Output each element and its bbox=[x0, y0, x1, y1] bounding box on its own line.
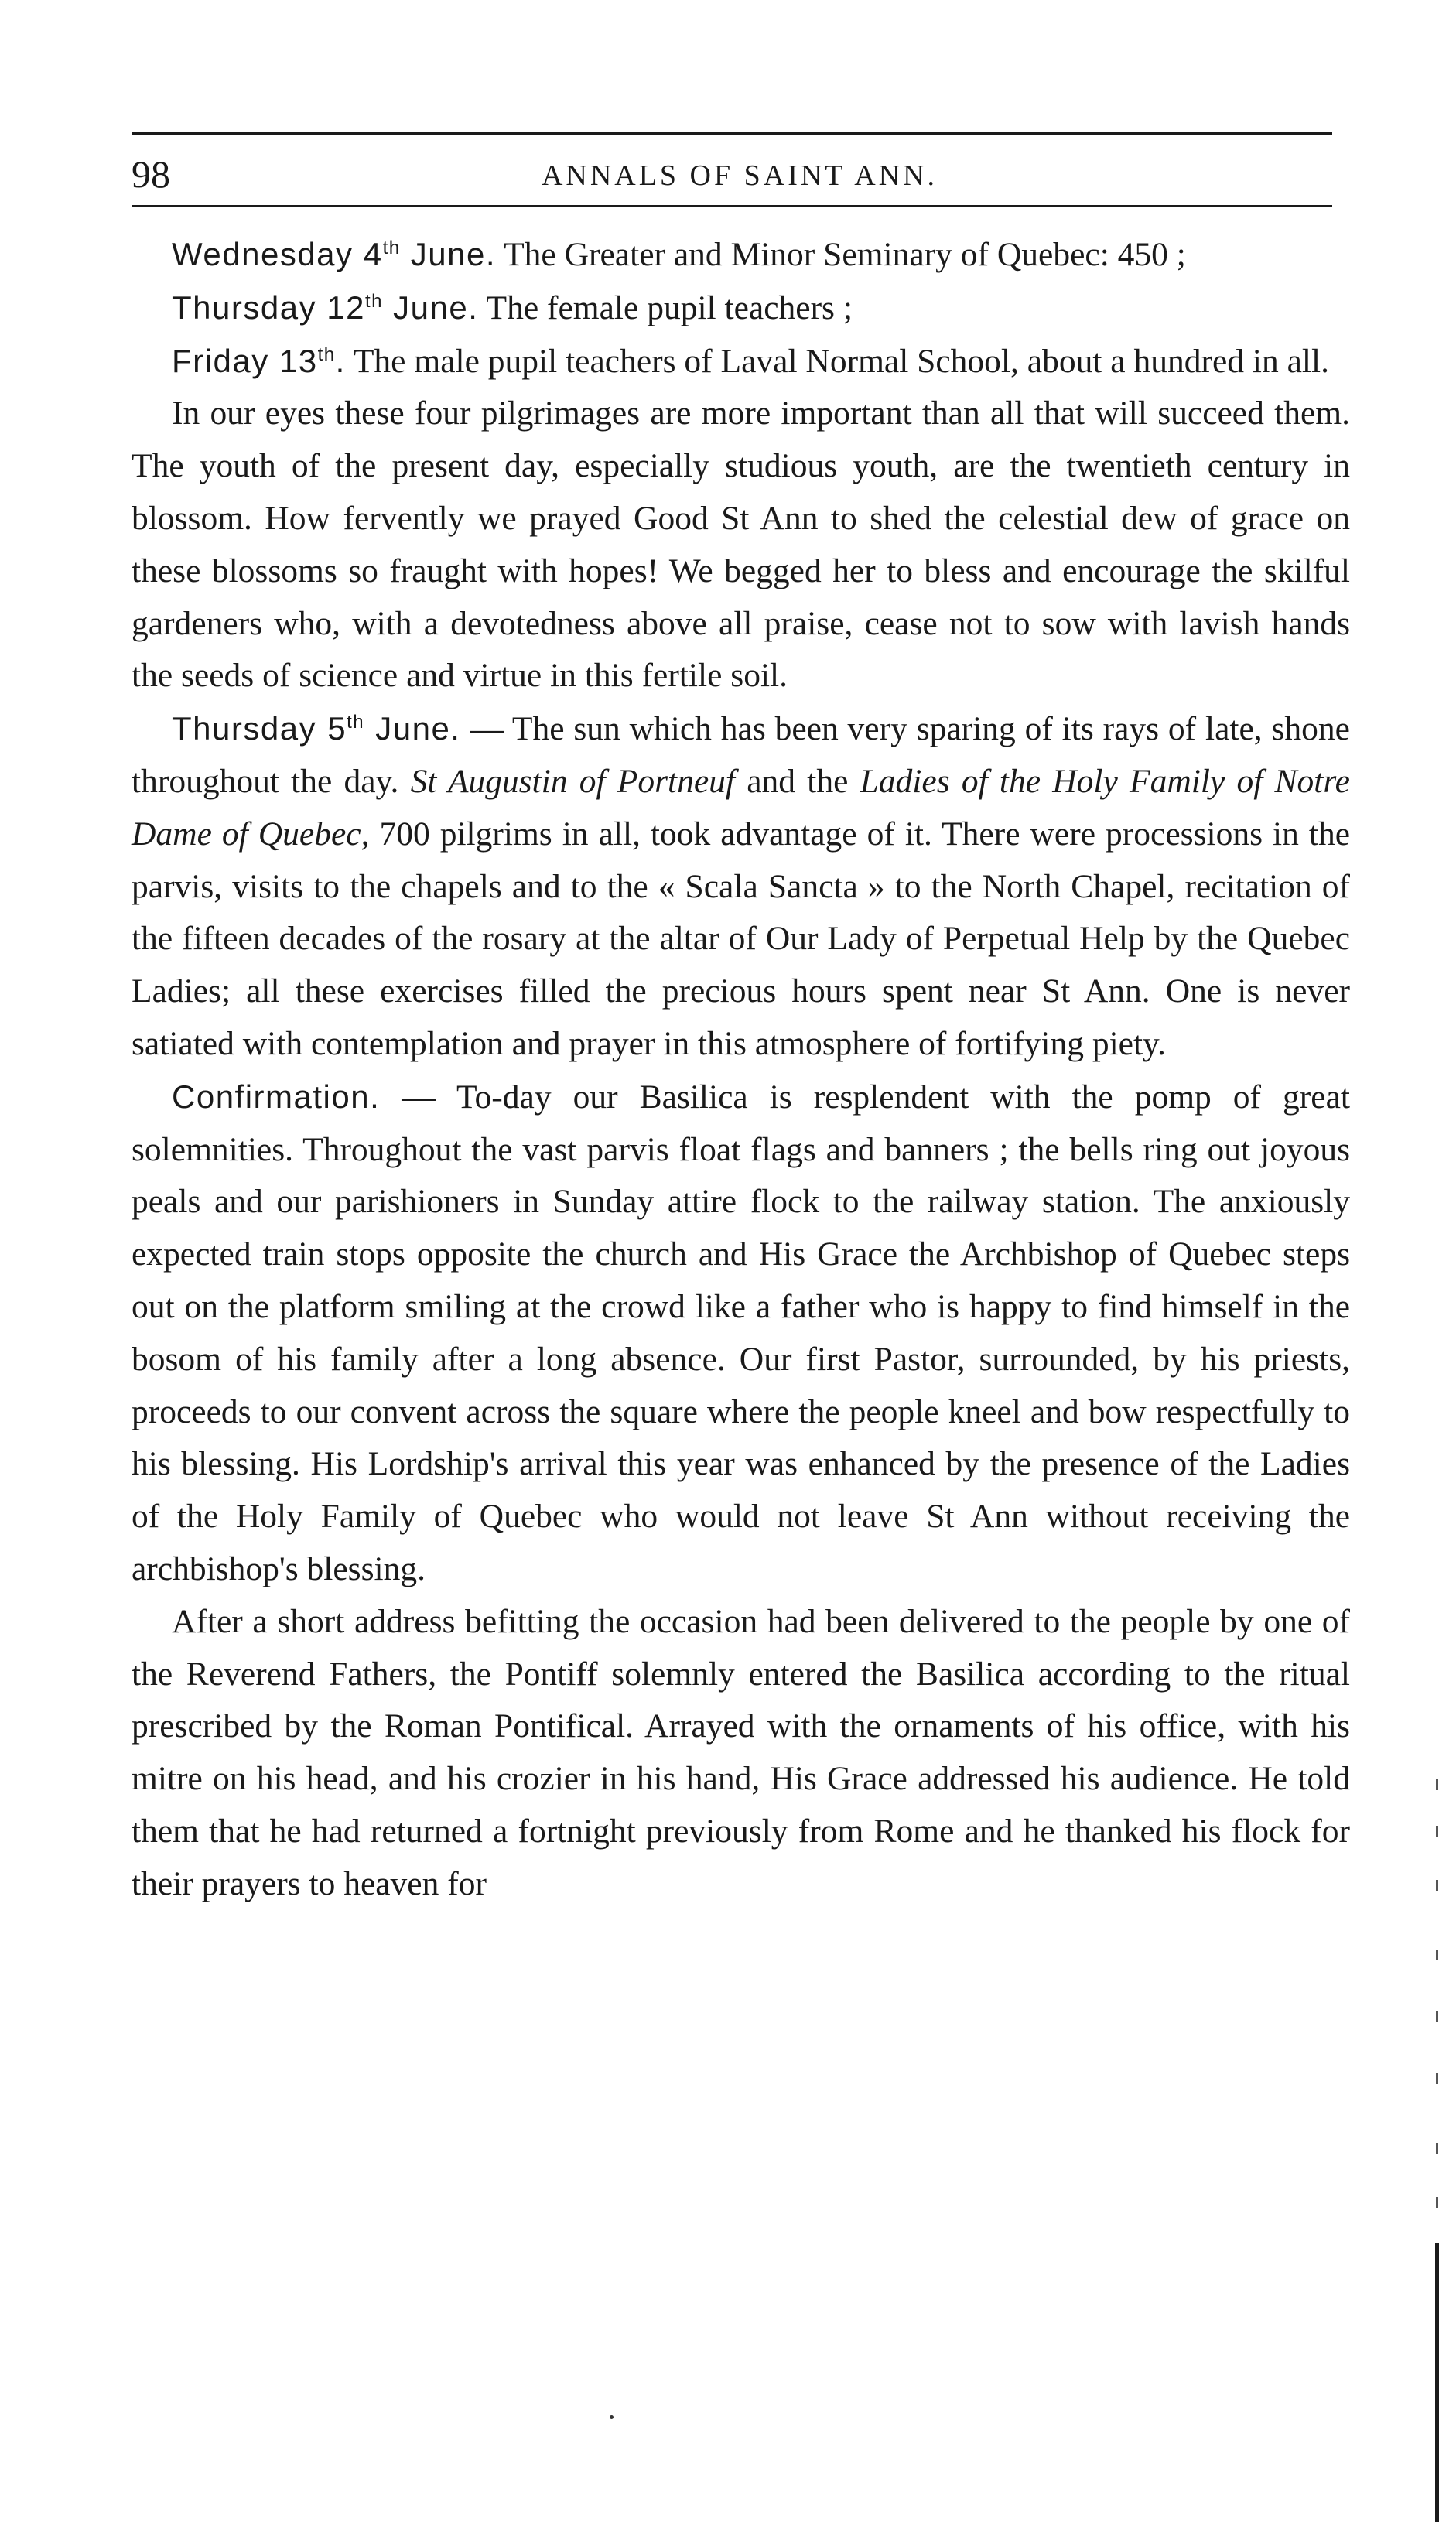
page-number: 98 bbox=[132, 152, 170, 196]
paragraph-text: The female pupil teachers ; bbox=[478, 289, 853, 326]
body-text bbox=[132, 228, 1350, 1911]
paragraph-text: In our eyes these four pilgrimages are more important than all that will succeed them. The youth of the present day, especially studious youth, are the twentieth century in blossom. How fervently we prayed Good St Ann to shed the celestial dew of grace on these blossoms so fraught with hopes! We begged her to bless and encourage the skilful gardeners who, with a devotedness above all praise, cease not to sow with lavish hands the seeds of science and virtue in this fertile soil. bbox=[132, 395, 1350, 695]
paragraph-text: and the bbox=[735, 762, 860, 800]
scan-edge-bar bbox=[1435, 2243, 1439, 2522]
scan-mark bbox=[1436, 1950, 1438, 1960]
paragraph-thursday-5th bbox=[132, 702, 1350, 1071]
paragraph-text: The male pupil teachers of Laval Normal School, about a hundred in all. bbox=[345, 342, 1329, 380]
scan-edge-marks bbox=[1435, 1779, 1440, 2522]
italic-group-name: Ladies of the Holy Family of Notre Dame of Quebec, bbox=[132, 762, 1350, 853]
header-top-rule bbox=[132, 132, 1332, 135]
scan-mark bbox=[1436, 2197, 1438, 2208]
scan-mark bbox=[1436, 2073, 1438, 2084]
scan-mark bbox=[1436, 1779, 1438, 1790]
italic-parish-name: St Augustin of Portneuf bbox=[410, 762, 735, 800]
paragraph-address bbox=[132, 1596, 1350, 1911]
running-title: ANNALS OF SAINT ANN. bbox=[541, 159, 938, 192]
scan-mark bbox=[1436, 1880, 1438, 1891]
paragraph-text: — To-day our Basilica is resplendent with the pomp of great solemnities. Throughout the vast parvis float flags and banners ; the bells ring out joyous peals and our parishioners in Sunday attire flock to the railway station. The anxiously expected train stops opposite the church and His Grace the Archbishop of Quebec steps out on the platform smiling at the crowd like a father who is happy to find himself in the bosom of his family after a long absence. Our first Pastor, surrounded, by his priests, proceeds to our convent across the square where the people kneel and bow respectfully to his blessing. His Lordship's arrival this year was enhanced by the presence of the Ladies of the Holy Family of Quebec who would not leave St Ann without receiving the archbishop's blessing. bbox=[132, 1078, 1350, 1587]
paragraph-text: — The sun which has been very sparing of its rays of late, shone throughout the day. bbox=[132, 710, 1350, 800]
scan-mark bbox=[1436, 1826, 1438, 1837]
scan-mark bbox=[1436, 2143, 1438, 2154]
paragraph-pilgrimages-commentary bbox=[132, 388, 1350, 702]
header-bottom-rule bbox=[132, 205, 1332, 207]
section-heading-confirmation: Confirmation. bbox=[172, 1078, 381, 1115]
entry-date-heading: Thursday 12th June. bbox=[172, 289, 479, 326]
entry-date-heading: Wednesday 4th June. bbox=[172, 236, 496, 272]
paragraph-wednesday-4th bbox=[132, 228, 1350, 282]
paragraph-friday-13th bbox=[132, 335, 1350, 388]
entry-date-heading: Friday 13th. bbox=[172, 342, 346, 379]
scan-mark bbox=[1436, 2011, 1438, 2022]
entry-date-heading: Thursday 5th June. bbox=[172, 710, 461, 747]
paragraph-text: The Greater and Minor Seminary of Quebec: 450 ; bbox=[496, 236, 1186, 273]
paragraph-thursday-12th bbox=[132, 282, 1350, 335]
paragraph-text: After a short address befitting the occasion had been delivered to the people by one of the Reverend Fathers, the Pontiff solemnly entered the Basilica according to the ritual prescribed by the Roman Pontifical. Arrayed with the ornaments of his office, with his mitre on his head, and his crozier in his hand, His Grace addressed his audience. He told them that he had returned a fortnight previously from Rome and he thanked his flock for their prayers to heaven for bbox=[132, 1602, 1350, 1902]
paragraph-text: 700 pilgrims in all, took advantage of it. There were processions in the parvis, visits to the chapels and to the « Scala Sancta » to the North Chapel, recitation of the fifteen decades of the rosary at the altar of Our Lady of Perpetual Help by the Quebec Ladies; all these exercises filled the precious hours spent near St Ann. One is never satiated with contemplation and prayer in this atmosphere of fortifying piety. bbox=[132, 815, 1351, 1062]
paragraph-confirmation bbox=[132, 1071, 1350, 1596]
page-header bbox=[132, 147, 1348, 201]
print-speck bbox=[610, 2415, 614, 2419]
